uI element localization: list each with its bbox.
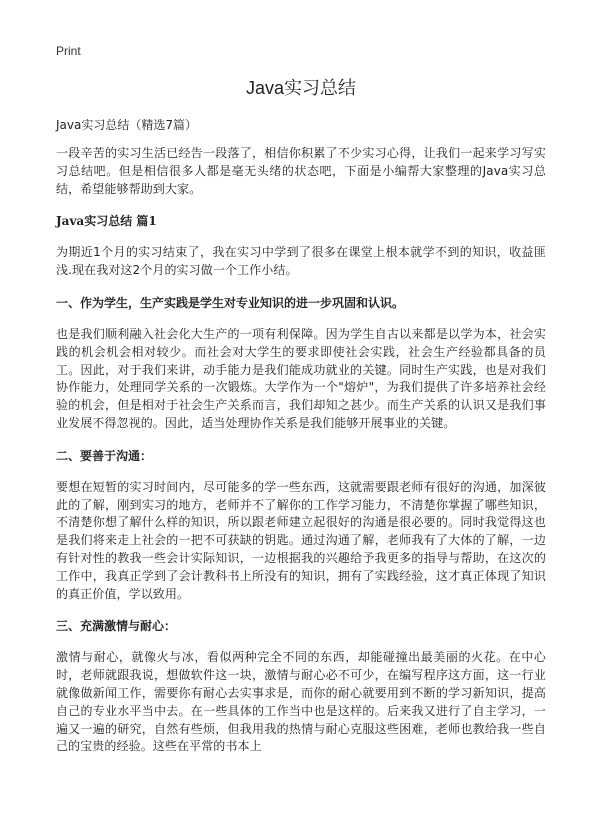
print-label[interactable]: Print bbox=[56, 44, 81, 58]
intro-paragraph: 一段辛苦的实习生活已经告一段落了，相信你积累了不少实习心得，让我们一起来学习写实习总结吧。但是相信很多人都是毫无头绪的状态吧，下面是小编帮大家整理的Java实习总结，希望能够帮助到大家。 bbox=[56, 146, 546, 196]
section-heading-2: 二、要善于沟通： bbox=[56, 448, 153, 463]
chapter-opening-paragraph: 为期近1个月的实习结束了，我在实习中学到了很多在课堂上根本就学不到的知识，收益匪浅.现在我对这2个月的实习做一个工作小结。 bbox=[56, 245, 546, 278]
document-page bbox=[56, 44, 546, 770]
section-heading-1: 一、作为学生，生产实践是学生对专业知识的进一步巩固和认识。 bbox=[56, 295, 405, 310]
chapter-heading: Java实习总结 篇1 bbox=[56, 214, 157, 229]
section-body-3: 激情与耐心，就像火与冰，看似两种完全不同的东西，却能碰撞出最美丽的火花。在中心时，老师就跟我说，想做软件这一块，激情与耐心必不可少，在编写程序这方面，这一行业就像做新闻工作，需要你有耐心去实事求是，而你的耐心就要用到不断的学习新知识，提高自己的专业水平当中去。在一些具体的工作当中也是这样的。后来我又进行了自主学习，一遍又一遍的研究，自然有些烦，但我用我的热情与耐心克服这些困难，老师也教给我一些自己的宝贵的经验。这些在平常的书本上 bbox=[56, 650, 546, 754]
section-body-1: 也是我们顺利融入社会化大生产的一项有利保障。因为学生自古以来都是以学为本，社会实践的机会机会相对较少。而社会对大学生的要求即使社会实践，社会生产经验都具备的员工。因此，对于我们来讲，动手能力是我们能成功就业的关键。同时生产实践，也是对我们协作能力，处理同学关系的一次锻炼。大学作为一个"熔炉"，为我们提供了许多培养社会经验的机会，但是相对于社会生产关系而言，我们却知之甚少。而生产关系的认识又是我们事业发展不得忽视的。因此，适当处理协作关系是我们能够开展事业的关键。 bbox=[56, 326, 546, 430]
section-heading-3: 三、充满激情与耐心： bbox=[56, 619, 177, 634]
section-body-2: 要想在短暂的实习时间内，尽可能多的学一些东西，这就需要跟老师有很好的沟通，加深彼此的了解，刚到实习的地方，老师并不了解你的工作学习能力，不清楚你掌握了哪些知识，不清楚你想了解什么样的知识，所以跟老师建立起很好的沟通是很必要的。同时我觉得这也是我们将来走上社会的一把不可获缺的钥匙。通过沟通了解，老师我有了大体的了解，一边有针对性的教我一些会计实际知识，一边根据我的兴趣给予我更多的指导与帮助，在这次的工作中，我真正学到了会计教科书上所没有的知识，拥有了实践经验，这才真正体现了知识的真正价值，学以致用。 bbox=[56, 479, 546, 601]
document-title: Java实习总结 bbox=[245, 78, 357, 98]
document-subtitle: Java实习总结（精选7篇） bbox=[56, 118, 197, 132]
